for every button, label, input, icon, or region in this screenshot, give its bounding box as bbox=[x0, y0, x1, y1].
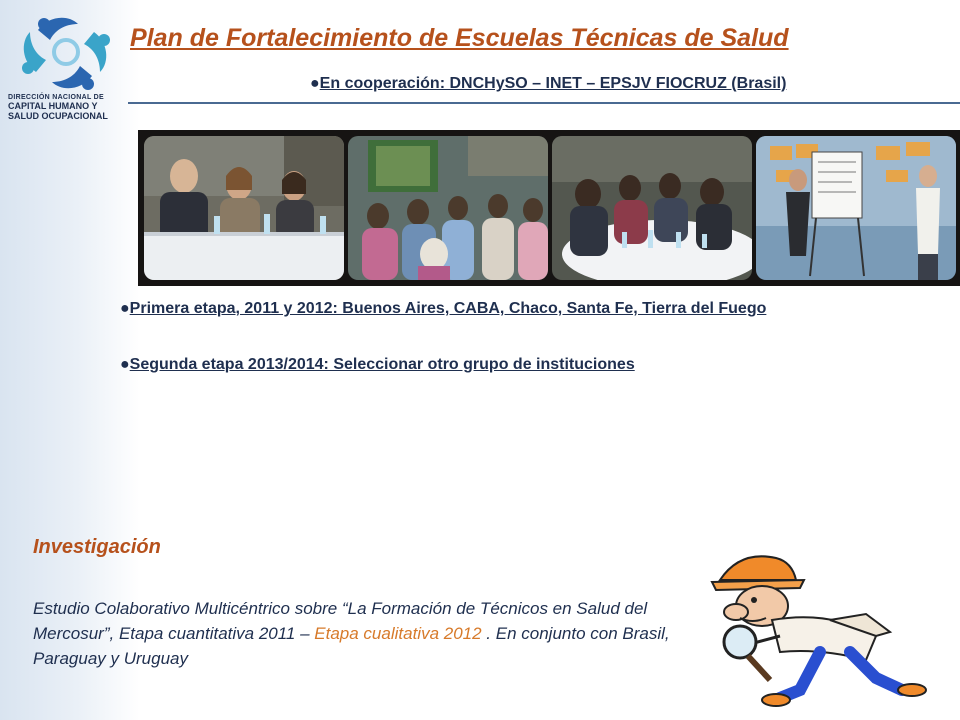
stage-1-text: Primera etapa, 2011 y 2012: Buenos Aires, CABA, Chaco, Santa Fe, Tierra del Fuego bbox=[129, 300, 767, 317]
meeting-panel-photo bbox=[144, 136, 344, 280]
photo-strip bbox=[138, 130, 960, 286]
stage-2-line bbox=[120, 356, 635, 374]
presentation-photo bbox=[756, 136, 956, 280]
page-title: Plan de Fortalecimiento de Escuelas Técnicas de Salud bbox=[130, 24, 789, 52]
bullet-icon: ● bbox=[310, 75, 320, 92]
audience-photo bbox=[348, 136, 548, 280]
logo-line-3: SALUD OCUPACIONAL bbox=[8, 111, 108, 121]
header-divider bbox=[128, 102, 960, 104]
stage-2-text: Segunda etapa 2013/2014: Seleccionar otro grupo de instituciones bbox=[129, 356, 635, 373]
detective-illustration bbox=[680, 540, 950, 708]
institution-logo bbox=[8, 10, 130, 128]
research-body-highlight: Etapa cualitativa 2012 bbox=[314, 624, 482, 643]
bullet-icon: ● bbox=[120, 356, 130, 373]
research-body-part-1: Estudio Colaborativo Multicéntrico sobre “La Formación de Técnicos en Salud del Mercosur”, Etapa cuantitativa 2011 – bbox=[33, 599, 648, 643]
logo-emblem-icon bbox=[8, 10, 130, 94]
research-body bbox=[33, 596, 683, 671]
round-table-photo bbox=[552, 136, 752, 280]
stage-1-line bbox=[120, 300, 766, 318]
logo-line-2: CAPITAL HUMANO Y bbox=[8, 101, 98, 111]
detective-icon bbox=[680, 540, 950, 708]
cooperation-text: En cooperación: DNCHySO – INET – EPSJV FIOCRUZ (Brasil) bbox=[319, 75, 787, 92]
research-body-part-2: . En conjunto con Brasil, Paraguay y Uruguay bbox=[33, 624, 670, 668]
research-heading: Investigación bbox=[33, 536, 161, 558]
cooperation-line bbox=[310, 75, 786, 93]
logo-text bbox=[8, 94, 130, 121]
bullet-icon: ● bbox=[120, 300, 130, 317]
logo-line-1: DIRECCIÓN NACIONAL DE bbox=[8, 94, 105, 101]
